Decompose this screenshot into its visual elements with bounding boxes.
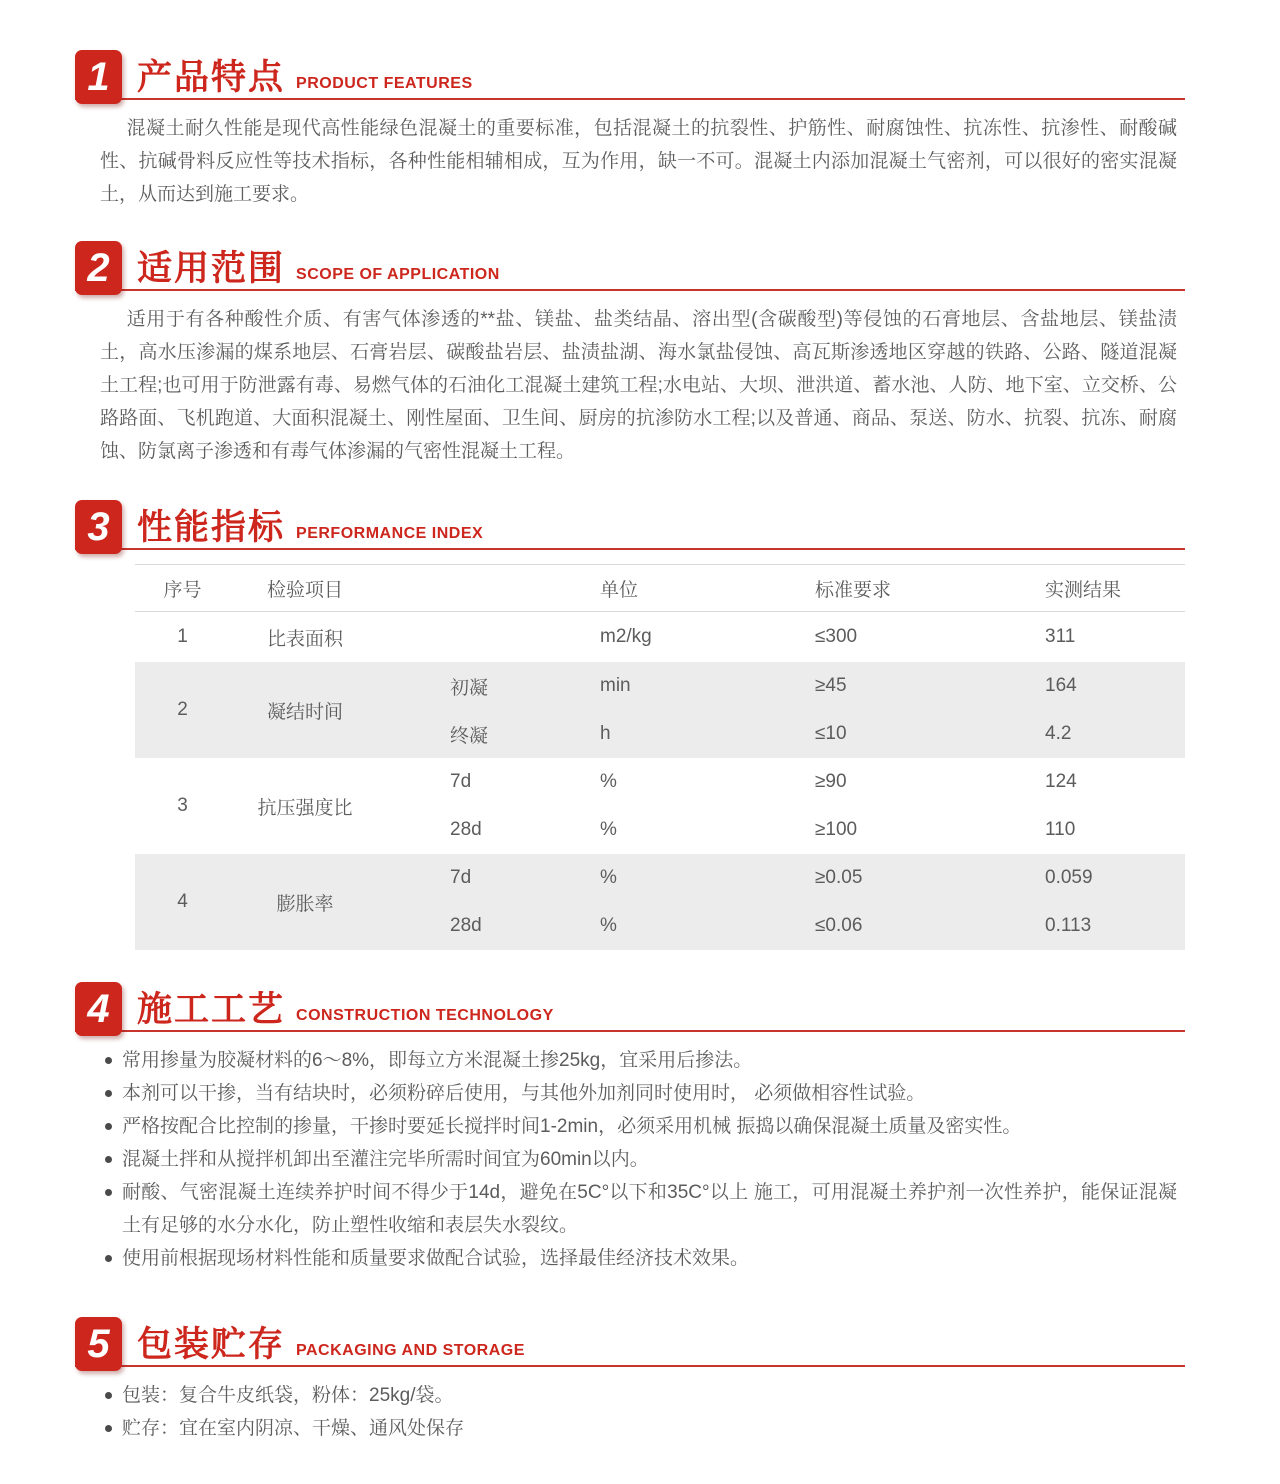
cell-item: 凝结时间 — [266, 701, 343, 723]
cell-standard: ≤0.06 — [815, 915, 863, 936]
section-number-badge — [75, 500, 122, 554]
section-header — [75, 974, 1185, 1032]
section-title: 施工工艺 — [137, 990, 286, 1029]
section-product-features — [75, 42, 1185, 211]
cell-unit: % — [600, 915, 617, 936]
section-number: 5 — [87, 1321, 110, 1366]
section-number: 4 — [87, 986, 110, 1031]
cell-standard: ≤300 — [815, 626, 858, 647]
table-subrow — [380, 806, 1185, 854]
section-body-text: 混凝土耐久性能是现代高性能绿色混凝土的重要标准，包括混凝土的抗裂性、护筋性、耐腐蚀性、抗冻性、抗渗性、耐酸碱性、抗碱骨料反应性等技术指标，各种性能相辅相成，互为作用，缺一不可。混凝土内添加混凝土气密剂，可以很好的密实混凝土，从而达到施工要求。 — [100, 118, 1177, 205]
section-packaging-storage — [75, 1309, 1185, 1445]
cell-item: 比表面积 — [266, 628, 343, 650]
cell-unit: m2/kg — [600, 626, 652, 647]
section-title: 产品特点 — [137, 58, 286, 97]
section-number-badge — [75, 50, 122, 104]
section-performance-index — [75, 492, 1185, 950]
list-item: 贮存：宜在室内阴凉、干燥、通风处保存 — [100, 1412, 1177, 1445]
table-header-seq: 序号 — [163, 579, 202, 601]
cell-result: 0.059 — [1045, 867, 1093, 888]
section-construction-technology — [75, 974, 1185, 1275]
cell-item: 膨胀率 — [276, 893, 334, 915]
cell-subitem: 终凝 — [450, 725, 489, 747]
section-header — [75, 1309, 1185, 1367]
list-item: 严格按配合比控制的掺量，干掺时要延长搅拌时间1-2min，必须采用机械 振捣以确保混凝土质量及密实性。 — [100, 1110, 1177, 1143]
section-subtitle: CONSTRUCTION TECHNOLOGY — [296, 1007, 554, 1024]
table-subrow — [380, 662, 1185, 710]
cell-subitem: 28d — [450, 915, 482, 936]
section-number: 3 — [87, 504, 110, 549]
cell-unit: % — [600, 771, 617, 792]
cell-standard: ≤10 — [815, 723, 847, 744]
table-header-unit: 单位 — [600, 579, 639, 601]
cell-result: 311 — [1045, 626, 1076, 647]
list-item: 包装：复合牛皮纸袋，粉体：25kg/袋。 — [100, 1379, 1177, 1412]
cell-unit: min — [600, 675, 631, 696]
list-item: 本剂可以干掺，当有结块时，必须粉碎后使用，与其他外加剂同时使用时， 必须做相容性试验。 — [100, 1077, 1177, 1110]
section-header — [75, 42, 1185, 100]
performance-table — [135, 564, 1185, 950]
cell-result: 124 — [1045, 771, 1077, 792]
table-row — [135, 612, 1185, 662]
table-subrow — [380, 902, 1185, 950]
cell-seq: 4 — [177, 891, 188, 912]
table-row-group — [135, 662, 1185, 758]
table-header-item: 检验项目 — [266, 579, 343, 601]
table-header-standard: 标准要求 — [815, 579, 892, 601]
section-title: 适用范围 — [137, 249, 286, 288]
section-number: 1 — [87, 54, 110, 99]
cell-result: 164 — [1045, 675, 1077, 696]
section-subtitle: SCOPE OF APPLICATION — [296, 266, 500, 283]
table-row-group — [135, 758, 1185, 854]
cell-subitem: 初凝 — [450, 677, 489, 699]
section-title: 包装贮存 — [137, 1325, 286, 1364]
cell-result: 0.113 — [1045, 915, 1092, 936]
table-row-group — [135, 854, 1185, 950]
list-item: 常用掺量为胶凝材料的6～8%，即每立方米混凝土掺25kg，宜采用后掺法。 — [100, 1044, 1177, 1077]
cell-subitem: 28d — [450, 819, 482, 840]
cell-seq: 3 — [177, 795, 188, 816]
section-title: 性能指标 — [137, 508, 286, 547]
cell-subitem: 7d — [450, 867, 472, 888]
table-header-row — [135, 564, 1185, 612]
table-header-result: 实测结果 — [1045, 579, 1122, 601]
packaging-bullet-list — [100, 1379, 1177, 1445]
cell-result: 4.2 — [1045, 723, 1072, 744]
cell-unit: % — [600, 819, 617, 840]
cell-standard: ≥0.05 — [815, 867, 863, 888]
cell-standard: ≥90 — [815, 771, 847, 792]
list-item: 耐酸、气密混凝土连续养护时间不得少于14d，避免在5C°以下和35C°以上 施工，可用混凝土养护剂一次性养护，能保证混凝土有足够的水分水化，防止塑性收缩和表层失水裂纹。 — [100, 1176, 1177, 1242]
list-item: 使用前根据现场材料性能和质量要求做配合试验，选择最佳经济技术效果。 — [100, 1242, 1177, 1275]
section-scope-of-application — [75, 233, 1185, 468]
table-subrow — [380, 758, 1185, 806]
section-header — [75, 233, 1185, 291]
construction-bullet-list — [100, 1044, 1177, 1275]
cell-unit: % — [600, 867, 617, 888]
cell-standard: ≥45 — [815, 675, 847, 696]
table-subrow — [380, 854, 1185, 902]
section-subtitle: PRODUCT FEATURES — [296, 75, 473, 92]
cell-seq: 2 — [177, 699, 188, 720]
section-number-badge — [75, 982, 122, 1036]
cell-subitem: 7d — [450, 771, 472, 792]
section-number-badge — [75, 1317, 122, 1371]
section-number-badge — [75, 241, 122, 295]
cell-item: 抗压强度比 — [257, 797, 353, 819]
section-subtitle: PERFORMANCE INDEX — [296, 525, 484, 542]
cell-seq: 1 — [177, 626, 188, 647]
table-subrow — [380, 710, 1185, 758]
list-item: 混凝土拌和从搅拌机卸出至灌注完毕所需时间宜为60min以内。 — [100, 1143, 1177, 1176]
section-header — [75, 492, 1185, 550]
section-body-text: 适用于有各种酸性介质、有害气体渗透的**盐、镁盐、盐类结晶、溶出型(含碳酸型)等侵蚀的石膏地层、含盐地层、镁盐渍土，高水压渗漏的煤系地层、石膏岩层、碳酸盐岩层、盐渍盐湖、海水氯盐侵蚀、高瓦斯渗透地区穿越的铁路、公路、隧道混凝土工程;也可用于防泄露有毒、易燃气体的石油化工混凝土建筑工程;水电站、大坝、泄洪道、蓄水池、人防、地下室、立交桥、公路路面、飞机跑道、大面积混凝土、刚性屋面、卫生间、厨房的抗渗防水工程;以及普通、商品、泵送、防水、抗裂、抗冻、耐腐蚀、防氯离子渗透和有毒气体渗漏的气密性混凝土工程。 — [100, 309, 1177, 462]
cell-standard: ≥100 — [815, 819, 858, 840]
section-number: 2 — [87, 245, 110, 290]
cell-result: 110 — [1045, 819, 1076, 840]
section-subtitle: PACKAGING AND STORAGE — [296, 1342, 525, 1359]
cell-unit: h — [600, 723, 611, 744]
